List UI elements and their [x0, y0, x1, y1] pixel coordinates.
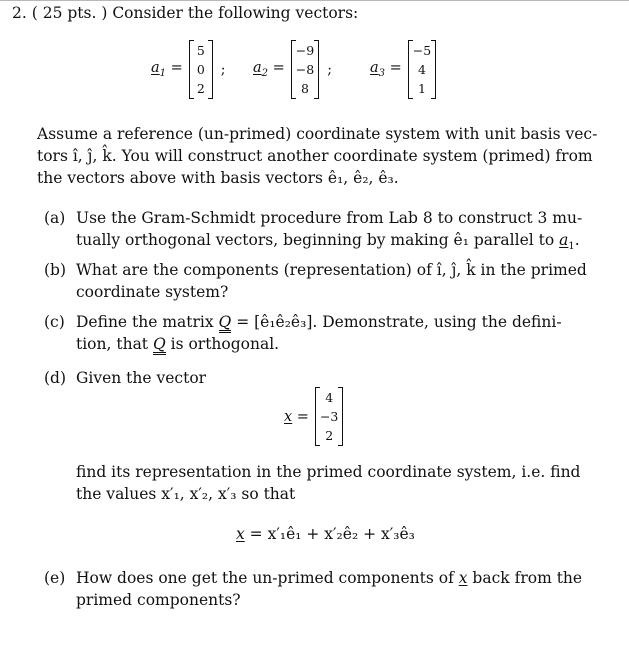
problem-number: 2.	[12, 4, 27, 22]
part-b-line-1: What are the components (representation) of î, ĵ, k̂ in the primed	[76, 261, 587, 279]
part-a-line-1: Use the Gram-Schmidt procedure from Lab 8 to construct 3 mu-	[76, 209, 583, 227]
matrix-entry: 8	[301, 81, 309, 96]
problem-intro: Consider the following vectors:	[112, 4, 359, 22]
matrix-entry: −5	[412, 43, 432, 58]
vector-a1	[151, 40, 242, 99]
matrix-q-ref: Q	[152, 335, 166, 353]
matrix-entry: −9	[295, 43, 315, 58]
assume-line-2: tors î, ĵ, k̂. You will construct another coordinate system (primed) from	[37, 147, 593, 165]
matrix-q-ref: Q	[218, 313, 232, 331]
vector-a2	[253, 40, 348, 99]
vector-x-matrix	[315, 387, 343, 446]
matrix-entry: 4	[418, 62, 426, 77]
matrix-entry: −8	[295, 62, 315, 77]
vector-x-ref: x	[458, 569, 468, 587]
vector-a1-matrix	[189, 40, 213, 99]
part-b-line-2: coordinate system?	[76, 283, 229, 301]
vector-x	[284, 387, 343, 446]
vector-a3-matrix	[408, 40, 436, 99]
part-c-line-1: Define the matrix Q = [ê₁ê₂ê₃]. Demonstrate, using the defini-	[76, 313, 562, 331]
part-a-line-2: tually orthogonal vectors, beginning by making ê₁ parallel to $a_1$.	[76, 231, 580, 253]
equation-lhs: x	[236, 525, 245, 543]
part-d-marker: (d)	[44, 369, 67, 387]
matrix-entry: 5	[196, 43, 205, 58]
part-e-marker: (e)	[44, 569, 66, 587]
part-d-line-1: Given the vector	[76, 369, 207, 387]
matrix-entry: −3	[319, 409, 339, 424]
matrix-entry: 2	[325, 428, 334, 443]
part-d-line-3: the values x′₁, x′₂, x′₃ so that	[76, 485, 296, 503]
vector-x-label: x =	[284, 408, 309, 425]
part-e-line-1: How does one get the un-primed components of x back from the	[76, 569, 583, 587]
separator: ;	[220, 61, 226, 78]
problem-points: ( 25 pts. )	[31, 4, 108, 22]
matrix-entry: 0	[196, 62, 205, 77]
vector-a1-label: $a_1$ =	[151, 60, 183, 79]
vector-a2-label: $a_2$ =	[253, 60, 285, 79]
vector-a1-ref: a	[559, 231, 569, 249]
separator: ;	[327, 61, 332, 78]
matrix-entry: 2	[196, 81, 205, 96]
matrix-entry: 4	[325, 390, 334, 405]
assume-line-1: Assume a reference (un-primed) coordinate system with unit basis vec-	[37, 125, 598, 143]
equation-rhs: = x′₁ê₁ + x′₂ê₂ + x′₃ê₃	[244, 525, 415, 543]
part-d-line-2: find its representation in the primed coordinate system, i.e. find	[76, 463, 581, 481]
part-e-line-2: primed components?	[76, 591, 241, 609]
vector-a3-label: $a_3$ =	[370, 60, 402, 79]
vector-a2-matrix	[291, 40, 319, 99]
equation	[236, 524, 415, 546]
part-c-marker: (c)	[44, 313, 65, 331]
part-a-marker: (a)	[44, 209, 66, 227]
problem-header	[12, 3, 358, 25]
vector-a3	[370, 40, 436, 99]
part-b-marker: (b)	[44, 261, 67, 279]
part-c-line-2: tion, that Q is orthogonal.	[76, 335, 280, 353]
matrix-entry: 1	[418, 81, 426, 96]
assume-line-3: the vectors above with basis vectors ê₁, ê₂, ê₃.	[37, 169, 399, 187]
